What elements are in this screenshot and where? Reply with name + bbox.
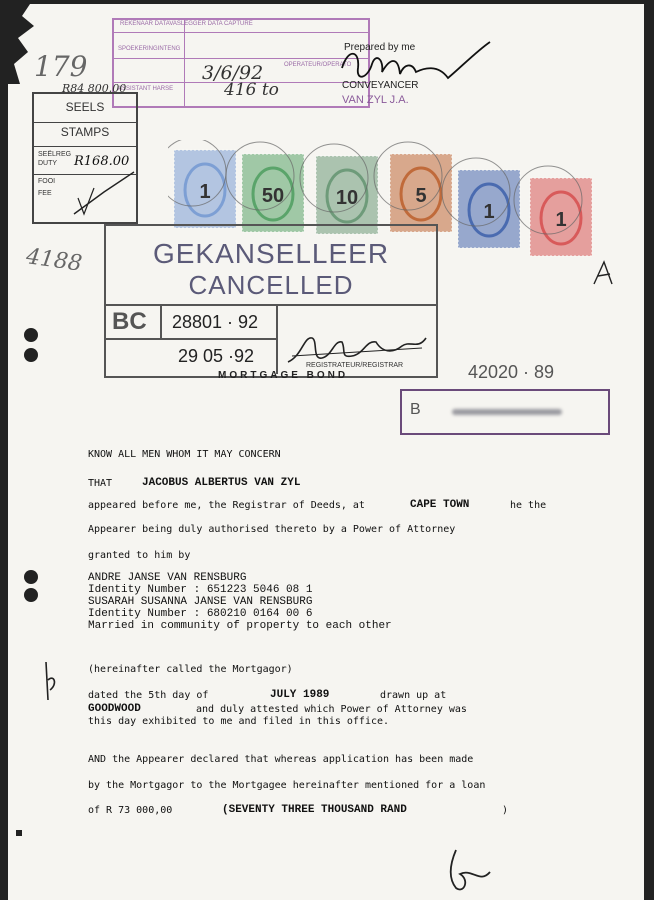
by-mortgagor-text: by the Mortgagor to the Mortgagee hereinafter mentioned for a loan — [88, 780, 486, 791]
fooi-label: FOOI — [38, 178, 56, 185]
conveyancer-name: VAN ZYL J.A. — [342, 94, 409, 106]
handwritten-date: 3/6/92 — [202, 62, 264, 84]
ref-amount: R84 800.00 — [62, 82, 127, 95]
bottom-initials — [436, 844, 496, 894]
punch-hole — [24, 588, 38, 602]
b-box — [400, 389, 610, 435]
punch-hole — [24, 570, 38, 584]
revenue-stamp — [374, 142, 452, 232]
declared-text: AND the Appearer declared that whereas application has been made — [88, 754, 474, 765]
revenue-stamp-value: 1 — [483, 201, 495, 223]
cancel-number: 28801 · 92 — [172, 312, 259, 332]
duty-label: SEËLREG DUTY — [38, 151, 72, 167]
registrar-signature — [282, 326, 432, 370]
conveyancer-role: CONVEYANCER — [342, 80, 419, 91]
attested-text: and duly attested which Power of Attorney was — [196, 704, 467, 715]
authorised-text: Appearer being duly authorised thereto by a Power of Attorney — [88, 524, 456, 535]
revenue-stamp-value: 50 — [261, 185, 285, 207]
conveyancer-signature — [338, 38, 498, 98]
margin-initial — [38, 660, 62, 704]
bond-number: 42020 · 89 — [468, 362, 555, 382]
revenue-stamp — [168, 140, 236, 228]
punch-hole — [24, 328, 38, 342]
duty-value: R168.00 — [74, 154, 130, 169]
stamp-line4: ASSISTANT HARSE — [118, 86, 174, 92]
stamp-line2: SPOEKERINGINTENG — [118, 46, 181, 52]
stamp-line1: REKENAAR DATAVASLEGGER DATA CAPTURE — [120, 21, 253, 27]
revenue-stamp-value: 10 — [335, 187, 359, 209]
party2: SUSARAH SUSANNA JANSE VAN RENSBURG — [88, 596, 313, 608]
punch-hole — [24, 348, 38, 362]
he-the: he the — [510, 500, 547, 511]
dated-month: JULY 1989 — [270, 689, 330, 701]
prepared-label: Prepared by me — [344, 42, 416, 53]
registrar-label: REGISTRATEUR/REGISTRAR — [306, 362, 404, 369]
redacted-text — [452, 409, 562, 415]
revenue-stamp — [514, 166, 592, 256]
revenue-stamp-value: 1 — [199, 181, 211, 203]
stamps-title: STAMPS — [60, 125, 110, 139]
handwritten-number: 416 to — [224, 80, 279, 100]
fee-label: FEE — [38, 190, 52, 197]
amount: of R 73 000,00 — [88, 805, 173, 816]
document-page — [8, 4, 644, 900]
exhibited-text: this day exhibited to me and filed in this office. — [88, 716, 390, 727]
cancelled-en: CANCELLED — [188, 270, 354, 300]
married-text: Married in community of property to each other — [88, 620, 392, 632]
edge-tear — [16, 830, 22, 836]
cancel-date: 29 05 ·92 — [178, 346, 255, 366]
party1: ANDRE JANSE VAN RENSBURG — [88, 572, 247, 584]
revenue-stamp-value: 1 — [555, 209, 567, 231]
close-paren: ) — [502, 805, 509, 816]
seals-title: SEELS — [65, 100, 105, 114]
drawn-place: GOODWOOD — [88, 703, 141, 715]
hereinafter-text: (hereinafter called the Mortgagor) — [88, 664, 293, 675]
dated-text: dated the 5th day of — [88, 690, 209, 701]
cancelled-af: GEKANSELLEER — [152, 238, 390, 269]
cancel-code: BC — [112, 308, 147, 335]
party1-id: Identity Number : 651223 5046 08 1 — [88, 584, 313, 596]
revenue-stamp-value: 5 — [415, 185, 427, 207]
margin-number: 4188 — [24, 244, 84, 277]
margin-mark — [592, 258, 616, 288]
fee-scribble — [64, 168, 138, 218]
b-box-label: B — [410, 401, 421, 418]
seals-stamps-box — [32, 92, 138, 224]
granted-text: granted to him by — [88, 550, 191, 561]
revenue-stamp — [226, 142, 304, 232]
stamp-line3: OPERATEUR/OPERATO — [284, 62, 352, 68]
document-title: MORTGAGE BOND — [218, 370, 349, 381]
appearer-name: JACOBUS ALBERTUS VAN ZYL — [142, 477, 301, 489]
body-line1: KNOW ALL MEN WHOM IT MAY CONCERN — [88, 449, 281, 460]
place: CAPE TOWN — [410, 499, 470, 511]
that-label: THAT — [88, 478, 113, 489]
appeared-text: appeared before me, the Registrar of Deeds, at — [88, 500, 365, 511]
party2-id: Identity Number : 680210 0164 00 6 — [88, 608, 313, 620]
revenue-stamp — [442, 158, 520, 248]
drawn-up: drawn up at — [380, 690, 447, 701]
ref-number: 179 — [34, 50, 88, 83]
cancelled-stamp — [104, 224, 438, 378]
amount-words: (SEVENTY THREE THOUSAND RAND — [222, 804, 407, 816]
revenue-stamp — [300, 144, 378, 234]
